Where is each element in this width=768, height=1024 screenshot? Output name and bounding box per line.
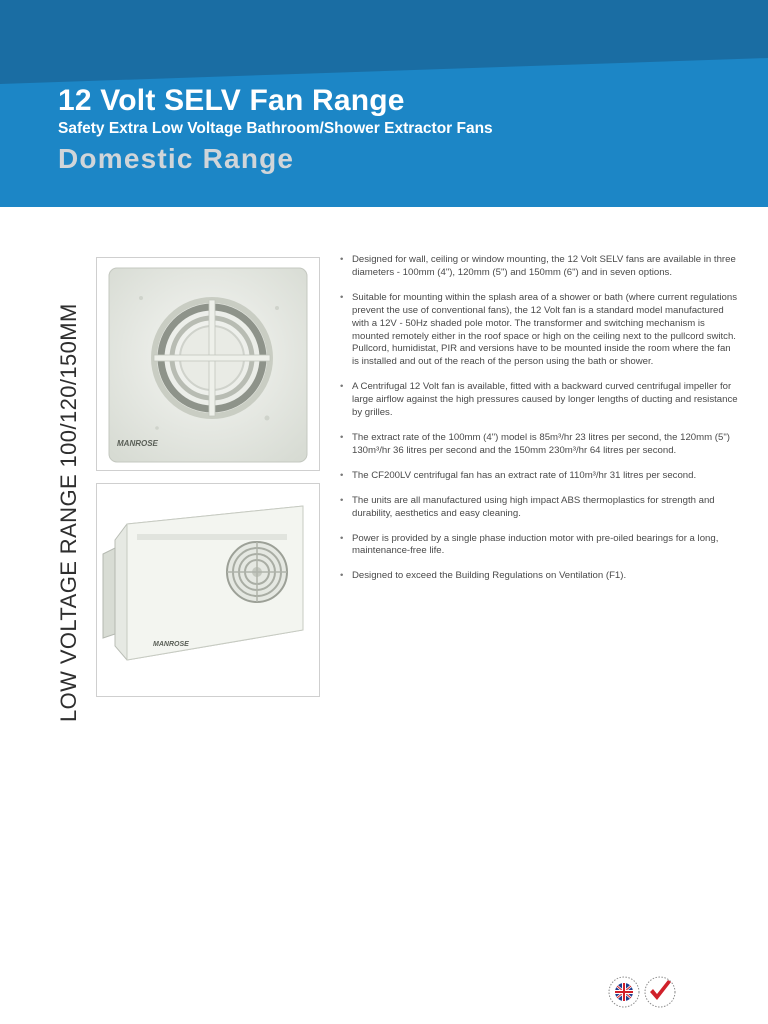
certification-badges bbox=[608, 974, 680, 1010]
page-subtitle: Safety Extra Low Voltage Bathroom/Shower Extractor Fans bbox=[58, 120, 493, 137]
british-flag-seal-icon bbox=[609, 977, 639, 1007]
header-stripe bbox=[0, 0, 768, 88]
feature-bullet: • A Centrifugal 12 Volt fan is available, fitted with a backward curved centrifugal impeller for large airflow against the high pressures caused by longer lengths of ducting and resistance by grilles. bbox=[338, 381, 738, 420]
feature-bullet: • Suitable for mounting within the splash area of a shower or bath (where current regulations prevent the use of conventional fans), the 12 Volt fan is a standard model manufactured with a 12V - 50Hz shaded pole motor. The transformer and switching mechanism is mounted remotely either in the roof space or high on the ceiling next to the pullcord switch. Pullcord, humidistat, PIR and versions have to be mounted inside the room where the fan is installed and out of the reach of the person using the bath or shower. bbox=[338, 292, 738, 369]
feature-bullet: • Designed for wall, ceiling or window mounting, the 12 Volt SELV fans are available in three diameters - 100mm (4"), 120mm (5") and 150mm (6") and in seven options. bbox=[338, 254, 738, 280]
centrifugal-fan-image bbox=[97, 484, 319, 696]
page-title: 12 Volt SELV Fan Range bbox=[58, 84, 405, 117]
feature-bullet: • The extract rate of the 100mm (4") model is 85m³/hr 23 litres per second, the 120mm (5") 130m³/hr 36 litres per second and the 150mm 230m³/hr 64 litres per second. bbox=[338, 432, 738, 458]
square-fan-image bbox=[97, 258, 319, 470]
header-banner bbox=[0, 0, 768, 207]
centrifugal-fan-photo bbox=[96, 483, 320, 697]
feature-bullet-list bbox=[338, 254, 738, 595]
wall-fan-photo bbox=[96, 257, 320, 471]
feature-bullet: • The CF200LV centrifugal fan has an extract rate of 110m³/hr 31 litres per second. bbox=[338, 470, 738, 483]
feature-bullet: • Power is provided by a single phase induction motor with pre-oiled bearings for a long, maintenance-free life. bbox=[338, 533, 738, 559]
range-heading: Domestic Range bbox=[58, 143, 295, 174]
feature-bullet: • The units are all manufactured using high impact ABS thermoplastics for strength and durability, aesthetics and easy cleaning. bbox=[338, 495, 738, 521]
brand-logo: MANROSE bbox=[153, 641, 189, 648]
red-check-approval-icon bbox=[645, 977, 675, 1007]
side-range-label: LOW VOLTAGE RANGE 100/120/150MM bbox=[56, 303, 81, 722]
feature-bullet: • Designed to exceed the Building Regulations on Ventilation (F1). bbox=[338, 570, 738, 583]
brand-logo: MANROSE bbox=[117, 439, 158, 448]
